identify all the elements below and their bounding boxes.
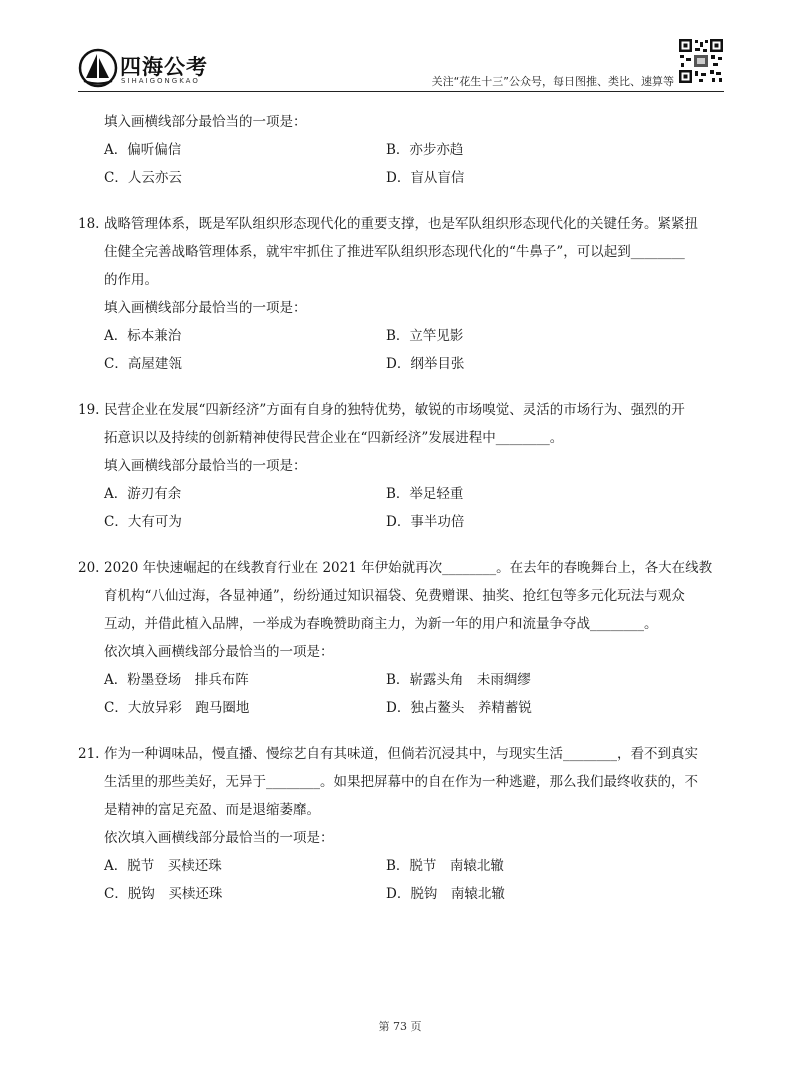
options-row (78, 880, 724, 908)
question-text-line: 住健全完善战略管理体系，就牢牢抓住了推进军队组织形态现代化的“牛鼻子”，可以起到________ (104, 244, 685, 260)
question-21-stem (78, 740, 724, 768)
option-a[interactable]: A．标本兼治 (104, 328, 182, 344)
options-row (78, 322, 724, 350)
options-row (78, 164, 724, 192)
option-c[interactable]: C．大放异彩 跑马圈地 (104, 700, 250, 716)
option-c[interactable]: C．高屋建瓴 (104, 356, 182, 372)
options-row (78, 508, 724, 536)
page-header (0, 0, 800, 100)
question-number: 21. (78, 746, 100, 762)
option-a[interactable]: A．粉墨登场 排兵布阵 (104, 672, 249, 688)
question-text-line: 育机构“八仙过海，各显神通”，纷纷通过知识福袋、免费赠课、抽奖、抢红包等多元化玩法与观众 (104, 588, 685, 604)
option-d[interactable]: D．独占鳌头 养精蓄锐 (386, 700, 532, 716)
question-text-line: 拓意识以及持续的创新精神使得民营企业在“四新经济”发展进程中________。 (104, 430, 564, 446)
option-d[interactable]: D．纲举目张 (386, 356, 465, 372)
option-b[interactable]: B．举足轻重 (386, 486, 464, 502)
brand-subtitle: SIHAIGONGKAO (121, 77, 200, 85)
question-text-line: 2020 年快速崛起的在线教育行业在 2021 年伊始就再次________。在去年的春晚舞台上，各大在线教 (104, 560, 713, 576)
option-a[interactable]: A．脱节 买椟还珠 (104, 858, 222, 874)
option-b[interactable]: B．崭露头角 未雨绸缪 (386, 672, 531, 688)
question-20-stem (78, 554, 724, 582)
option-c[interactable]: C．人云亦云 (104, 170, 182, 186)
option-d[interactable]: D．脱钩 南辕北辙 (386, 886, 505, 902)
options-row (78, 136, 724, 164)
qr-code-icon[interactable] (678, 38, 724, 84)
options-row (78, 350, 724, 378)
page-number: 第 73 页 (378, 1020, 422, 1033)
option-a[interactable]: A．游刃有余 (104, 486, 182, 502)
question-prompt: 填入画横线部分最恰当的一项是： (104, 114, 307, 130)
option-b[interactable]: B．立竿见影 (386, 328, 464, 344)
question-prompt: 依次填入画横线部分最恰当的一项是： (104, 644, 334, 660)
question-number: 19. (78, 402, 100, 418)
option-c[interactable]: C．脱钩 买椟还珠 (104, 886, 223, 902)
question-text-line: 战略管理体系，既是军队组织形态现代化的重要支撑，也是军队组织形态现代化的关键任务。紧紧扭 (104, 216, 698, 232)
question-19-stem (78, 396, 724, 424)
question-text-line: 民营企业在发展“四新经济”方面有自身的独特优势，敏锐的市场嗅觉、灵活的市场行为、强烈的开 (104, 402, 685, 418)
question-number: 20. (78, 560, 100, 576)
option-d[interactable]: D．事半功倍 (386, 514, 465, 530)
question-text-line: 互动，并借此植入品牌，一举成为春晚赞助商主力，为新一年的用户和流量争夺战________。 (104, 616, 658, 632)
question-prompt: 填入画横线部分最恰当的一项是： (104, 458, 307, 474)
option-a[interactable]: A．偏听偏信 (104, 142, 182, 158)
option-b[interactable]: B．亦步亦趋 (386, 142, 464, 158)
question-text-line: 生活里的那些美好，无异于________。如果把屏幕中的自在作为一种逃避，那么我们最终收获的，不 (104, 774, 698, 790)
options-row (78, 666, 724, 694)
question-prompt: 填入画横线部分最恰当的一项是： (104, 300, 307, 316)
header-slogan: 关注“花生十三”公众号，每日图推、类比、速算等 (431, 75, 674, 88)
question-18-stem (78, 210, 724, 238)
header-divider (78, 91, 724, 92)
sailboat-logo-icon (78, 48, 118, 88)
option-c[interactable]: C．大有可为 (104, 514, 182, 530)
options-row (78, 694, 724, 722)
question-text-line: 作为一种调味品，慢直播、慢综艺自有其味道，但倘若沉浸其中，与现实生活________，看不到真实 (104, 746, 698, 762)
brand-name: 四海公考 (120, 55, 208, 79)
question-content (78, 108, 724, 908)
question-text-line: 是精神的富足充盈、而是退缩萎靡。 (104, 802, 320, 818)
options-row (78, 852, 724, 880)
option-b[interactable]: B．脱节 南辕北辙 (386, 858, 504, 874)
question-number: 18. (78, 216, 100, 232)
option-d[interactable]: D．盲从盲信 (386, 170, 465, 186)
options-row (78, 480, 724, 508)
question-text-line: 的作用。 (104, 272, 158, 288)
question-prompt: 依次填入画横线部分最恰当的一项是： (104, 830, 334, 846)
